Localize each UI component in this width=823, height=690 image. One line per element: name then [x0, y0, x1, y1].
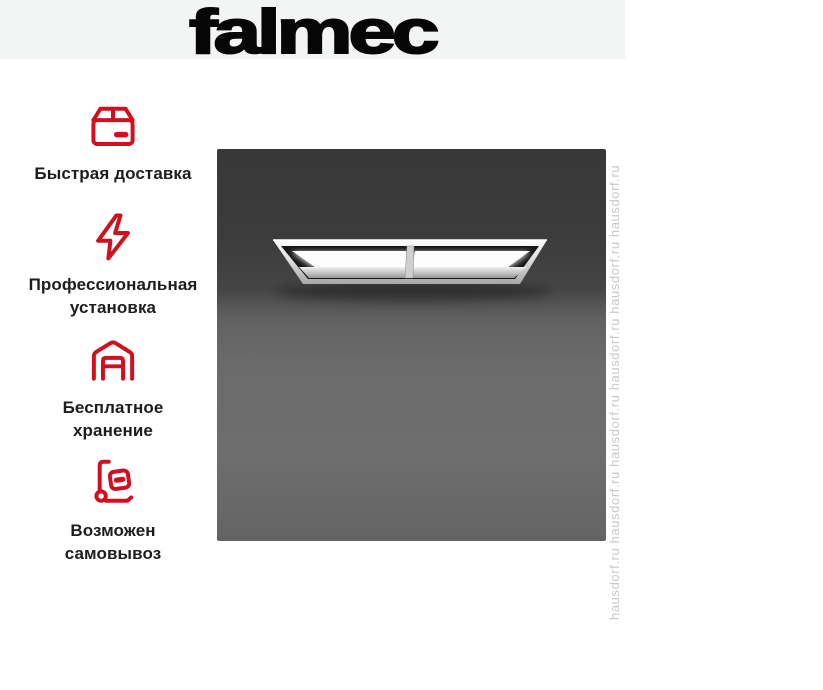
header-band [0, 0, 625, 67]
watermark-right-edge: hausdorf.ru hausdorf.ru hausdorf.ru hausdorf.ru hausdorf.ru hausdorf.ru [607, 164, 622, 620]
lightning-icon [85, 209, 141, 265]
benefit-fast-delivery [34, 98, 191, 185]
watermark-over-image: hausdorf.ru hausdorf.ru hausdorf.ru hausdorf.ru hausdorf.ru hausdorf.ru [808, 234, 823, 690]
benefit-professional-installation [29, 209, 198, 319]
benefit-label: Бесплатное хранение [62, 398, 164, 440]
product-gallery-image[interactable] [217, 149, 823, 690]
benefit-label: Профессиональная установка [28, 275, 198, 317]
package-icon [85, 98, 141, 154]
benefits-sidebar [14, 98, 212, 578]
ceiling-hood-render [217, 149, 606, 541]
hand-truck-icon [85, 455, 141, 511]
benefit-free-storage [63, 332, 164, 442]
brand-logo: falmec [189, 0, 436, 67]
benefit-label: Возможен самовывоз [64, 521, 162, 563]
benefit-pickup-available [65, 455, 162, 565]
benefit-label: Быстрая доставка [34, 164, 192, 183]
warehouse-icon [85, 332, 141, 388]
